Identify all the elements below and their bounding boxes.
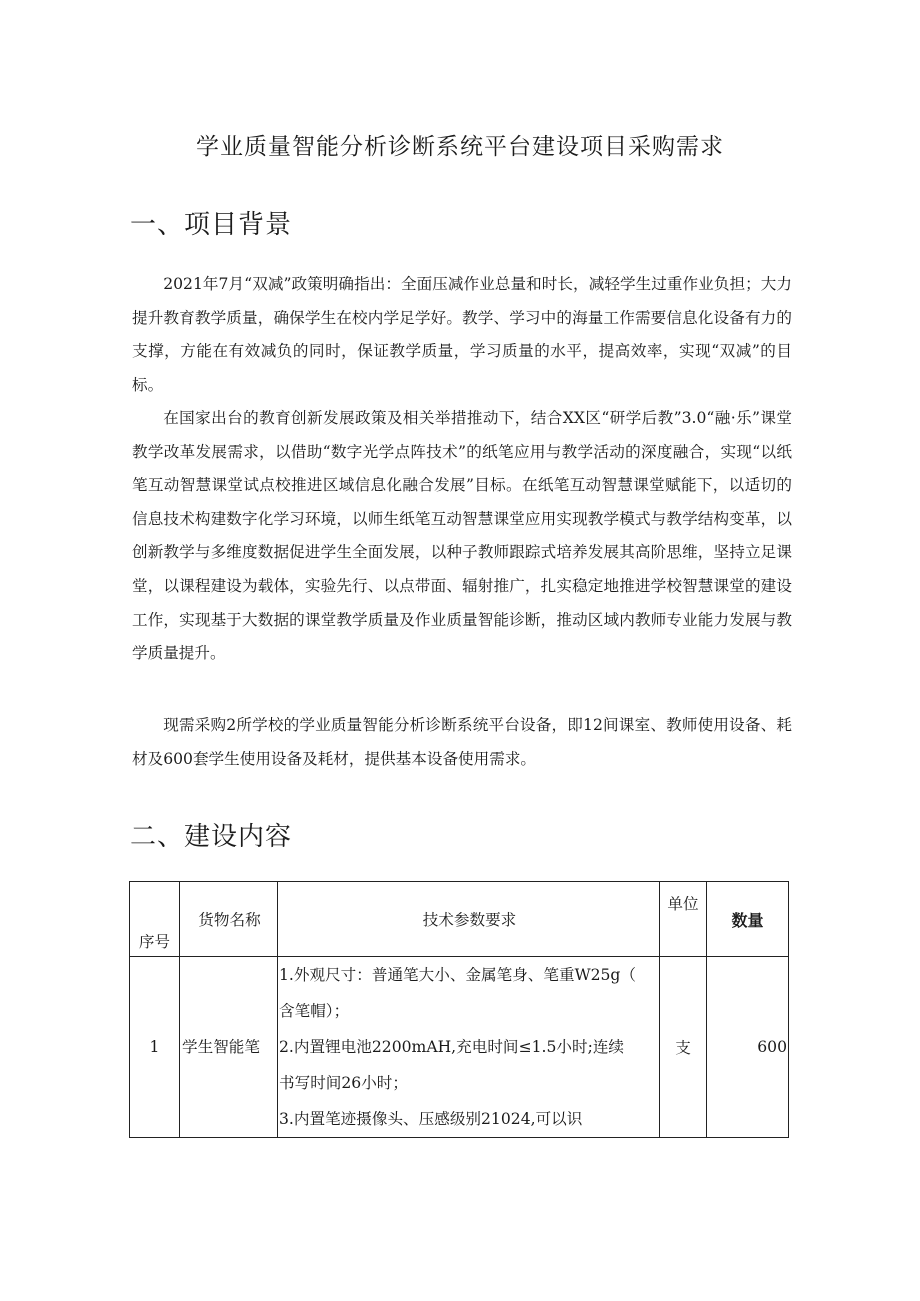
section-heading-background: 一、项目背景 (130, 210, 293, 240)
header-quantity: 数量 (707, 882, 789, 957)
cell-quantity: 600 (707, 957, 789, 1138)
spec-line: 书写时间26小时； (279, 1074, 408, 1092)
header-tech-spec: 技术参数要求 (278, 882, 660, 957)
paragraph-policy-context: 在国家出台的教育创新发展政策及相关举措推动下，结合XX区“研学后教”3.0“融·乐”课堂教学改革发展需求，以借助“数字光学点阵技术”的纸笔应用与教学活动的深度融合，实现“以纸笔互动智慧课堂试点校推进区域信息化融合发展”目标。在纸笔互动智慧课堂赋能下，以适切的信息技术构建数字化学习环境，以师生纸笔互动智慧课堂应用实现教学模式与教学结构变革，以创新教学与多维度数据促进学生全面发展，以种子教师跟踪式培养发展其高阶思维，坚持立足课堂，以课程建设为载体，实验先行、以点带面、辐射推广，扎实稳定地推进学校智慧课堂的建设工作，实现基于大数据的课堂教学质量及作业质量智能诊断，推动区域内教师专业能力发展与教学质量提升。 (132, 409, 792, 663)
procurement-table (129, 881, 789, 1138)
cell-unit: 支 (660, 957, 707, 1138)
table-row (130, 957, 789, 1138)
spec-line: 含笔帽）； (279, 1002, 350, 1020)
header-unit: 单位 (660, 882, 707, 957)
section-heading-content: 二、建设内容 (130, 822, 293, 852)
cell-tech-spec (278, 957, 660, 1138)
spec-line: 1.外观尺寸：普通笔大小、金属笔身、笔重W25g（ (279, 966, 637, 984)
cell-serial-no: 1 (130, 957, 180, 1138)
spec-line: 3.内置笔迹摄像头、压感级别21024,可以识 (279, 1110, 583, 1128)
paragraph-double-reduction: 2021年7月“双减”政策明确指出：全面压减作业总量和时长，减轻学生过重作业负担；大力提升教育教学质量，确保学生在校内学足学好。教学、学习中的海量工作需要信息化设备有力的支撑，方能在有效减负的同时，保证教学质量，学习质量的水平，提高效率，实现“双减”的目标。 (132, 275, 792, 394)
document-title: 学业质量智能分析诊断系统平台建设项目采购需求 (196, 134, 724, 160)
paragraph-procurement-need: 现需采购2所学校的学业质量智能分析诊断系统平台设备，即12间课室、教师使用设备、耗材及600套学生使用设备及耗材，提供基本设备使用需求。 (132, 716, 792, 768)
cell-goods-name: 学生智能笔 (180, 957, 278, 1138)
table-header-row (130, 882, 789, 957)
header-goods-name: 货物名称 (180, 882, 278, 957)
spec-line: 2.内置锂电池2200mAH,充电时间≤1.5小时;连续 (279, 1038, 625, 1056)
header-serial-no: 序号 (130, 882, 180, 957)
